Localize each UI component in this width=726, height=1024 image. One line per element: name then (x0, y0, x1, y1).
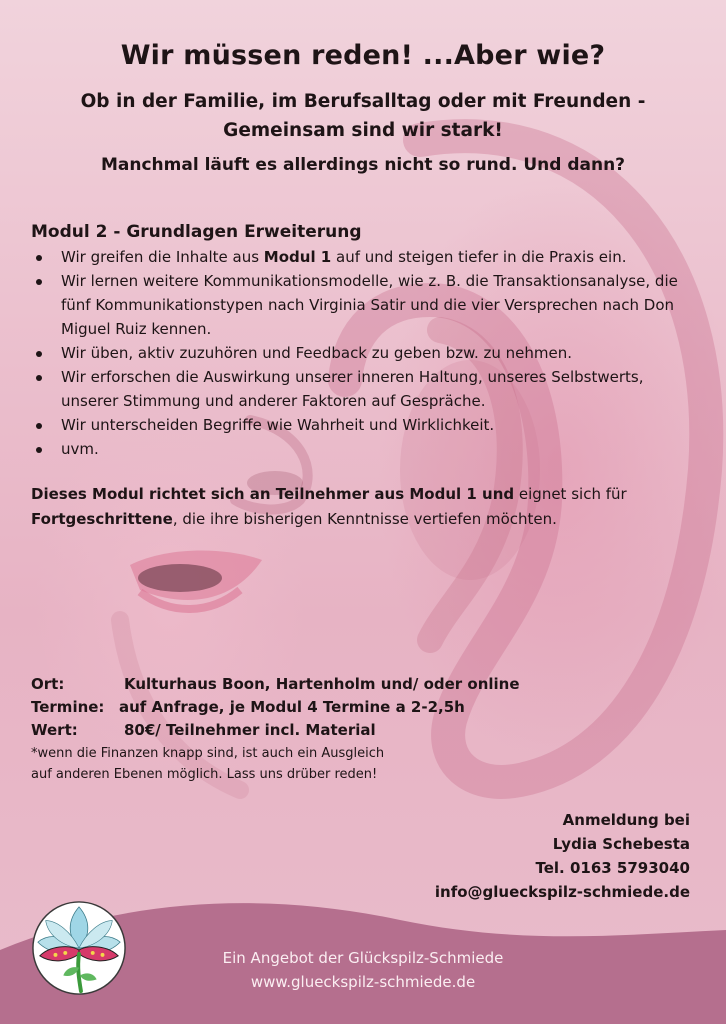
bullet-text: uvm. (61, 440, 99, 458)
event-info (31, 673, 520, 742)
subtitle-line-2: Gemeinsam sind wir stark! (223, 120, 503, 141)
target-bold-2: Fortgeschrittene (31, 510, 173, 528)
bullet-icon (36, 255, 42, 261)
bullet-icon (36, 423, 42, 429)
termine-value: auf Anfrage, je Modul 4 Termine a 2-2,5h (119, 698, 465, 716)
wert-label: Wert: (31, 721, 78, 739)
target-text-1: eignet sich für (514, 485, 627, 503)
ort-value: Kulturhaus Boon, Hartenholm und/ oder online (124, 675, 520, 693)
target-bold-1: Dieses Modul richtet sich an Teilnehmer aus Modul 1 und (31, 485, 515, 503)
bullet-icon (36, 375, 42, 381)
info-row-wert (31, 719, 520, 742)
list-item (32, 437, 702, 461)
target-text-2: , die ihre bisherigen Kenntnisse vertiefen möchten. (172, 510, 557, 528)
module-heading: Modul 2 - Grundlagen Erweiterung (31, 222, 362, 242)
wert-value: 80€/ Teilnehmer incl. Material (124, 721, 376, 739)
bullet-text: Wir greifen die Inhalte aus (61, 248, 264, 266)
list-item (32, 413, 702, 437)
bullet-text: Wir lernen weitere Kommunikationsmodelle, wie z. B. die Transaktionsanalyse, die fünf Kommunikationstypen nach Virginia Satir und die vier Versprechen nach Don Miguel Ruiz kennen. (61, 272, 678, 338)
subtitle-line-1: Ob in der Familie, im Berufsalltag oder mit Freunden - (80, 91, 646, 112)
info-row-termine (31, 696, 520, 719)
bullet-text: Wir erforschen die Auswirkung unserer inneren Haltung, unseres Selbstwerts, unserer Stimmung und anderer Faktoren auf Gespräche. (61, 368, 644, 410)
bullet-icon (36, 351, 42, 357)
price-note (31, 743, 384, 785)
footer-provider-text: Ein Angebot der Glückspilz-Schmiede (222, 949, 504, 967)
termine-label: Termine: (31, 698, 105, 716)
contact-email[interactable]: info@glueckspilz-schmiede.de (434, 883, 690, 901)
intro-question: Manchmal läuft es allerdings nicht so rund. Und dann? (100, 155, 626, 175)
contact-phone[interactable]: Tel. 0163 5793040 (535, 859, 690, 877)
contact-name: Lydia Schebesta (552, 835, 690, 853)
list-item (32, 341, 702, 365)
info-row-ort (31, 673, 520, 696)
target-audience-text (31, 482, 691, 532)
page-title: Wir müssen reden! ...Aber wie? (120, 40, 606, 71)
list-item (32, 245, 702, 269)
contact-heading: Anmeldung bei (562, 811, 690, 829)
bullet-icon (36, 447, 42, 453)
bullet-text: auf und steigen tiefer in die Praxis ein. (331, 248, 627, 266)
bullet-text: Wir üben, aktiv zuzuhören und Feedback zu geben bzw. zu nehmen. (61, 344, 573, 362)
bullet-icon (36, 279, 42, 285)
list-item (32, 269, 702, 341)
bullet-text: Wir unterscheiden Begriffe wie Wahrheit und Wirklichkeit. (61, 416, 495, 434)
ort-label: Ort: (31, 675, 65, 693)
subtitle (40, 87, 686, 145)
bullet-bold-text: Modul 1 (263, 248, 332, 266)
footer-website-link[interactable]: www.glueckspilz-schmiede.de (250, 973, 476, 991)
note-line-1: *wenn die Finanzen knapp sind, ist auch ein Ausgleich (31, 746, 385, 761)
list-item (32, 365, 702, 413)
module-bullet-list (32, 245, 702, 461)
note-line-2: auf anderen Ebenen möglich. Lass uns drüber reden! (31, 767, 378, 782)
